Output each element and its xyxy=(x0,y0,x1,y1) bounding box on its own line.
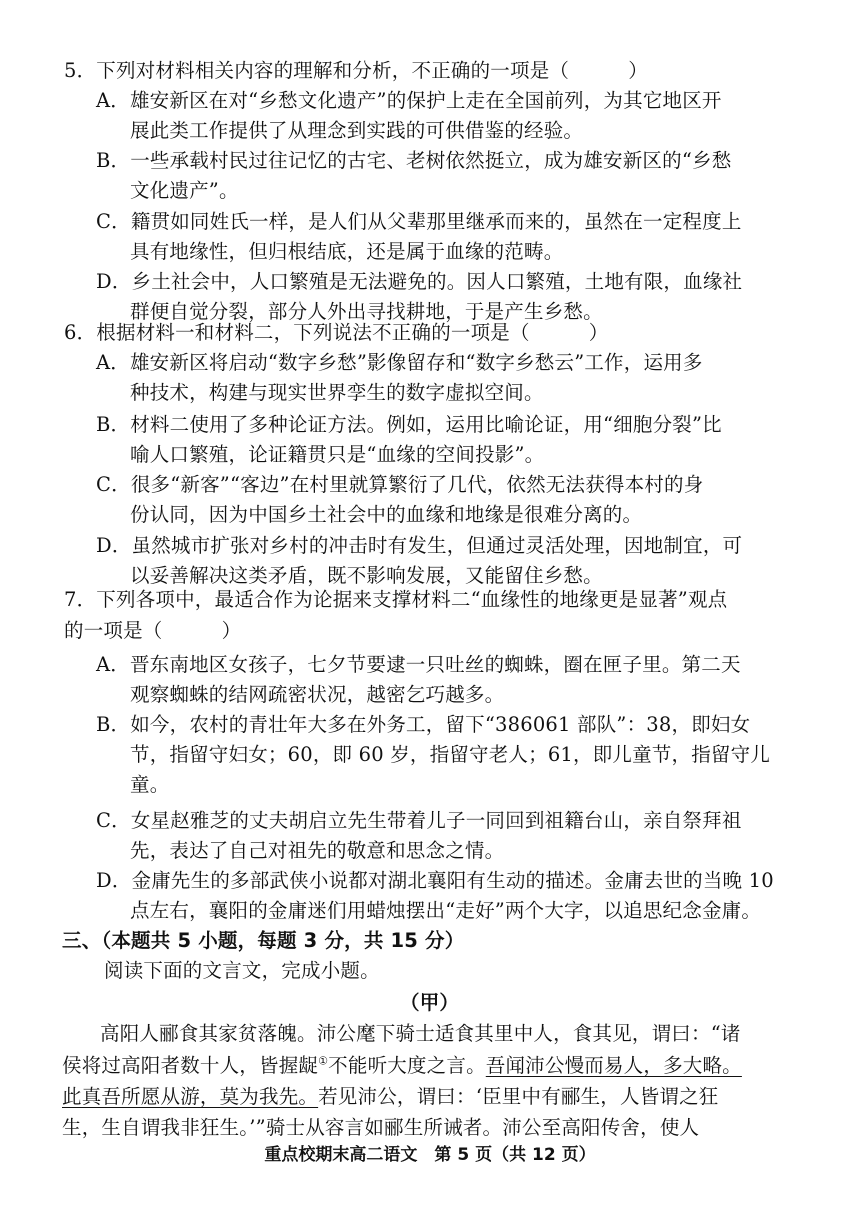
q5-option-d-cont: 群便自觉分裂，部分人外出寻找耕地，于是产生乡愁。 xyxy=(130,300,603,323)
q5-option-d: D．乡土社会中，人口繁殖是无法避免的。因人口繁殖，土地有限，血缘社 xyxy=(96,270,743,293)
q6-option-d: D．虽然城市扩张对乡村的冲击时有发生，但通过灵活处理，因地制宜，可 xyxy=(96,534,743,557)
underlined-sentence-1: 吾闻沛公慢而易人，多大略。 xyxy=(485,1054,742,1077)
q5-option-c: C．籍贯如同姓氏一样，是人们从父辈那里继承而来的，虽然在一定程度上 xyxy=(96,210,742,233)
q5-option-a-cont: 展此类工作提供了从理念到实践的可供借鉴的经验。 xyxy=(130,119,584,142)
passage-line-3-b: 若见沛公，谓曰：‘臣里中有郦生，人皆谓之狂 xyxy=(318,1085,719,1108)
q7-stem-cont: 的一项是（ ） xyxy=(64,619,242,642)
q6-option-b-cont: 喻人口繁殖，论证籍贯只是“血缘的空间投影”。 xyxy=(130,443,545,466)
q5-stem: 5．下列对材料相关内容的理解和分析，不正确的一项是（ ） xyxy=(64,59,648,82)
footnote-marker: ① xyxy=(318,1054,329,1068)
q6-option-c-cont: 份认同，因为中国乡土社会中的血缘和地缘是很难分离的。 xyxy=(130,503,643,526)
passage-line-2-a: 侯将过高阳者数十人，皆握龊 xyxy=(62,1054,319,1077)
q5-option-b-cont: 文化遗产”。 xyxy=(130,179,239,202)
q6-stem: 6．根据材料一和材料二，下列说法不正确的一项是（ ） xyxy=(64,321,609,344)
passage-line-2 xyxy=(62,1051,742,1081)
passage-line-1: 高阳人郦食其家贫落魄。沛公麾下骑士适食其里中人，食其见，谓曰：“诸 xyxy=(100,1022,741,1045)
underlined-sentence-2: 此真吾所愿从游，莫为我先。 xyxy=(62,1085,319,1108)
passage-line-3 xyxy=(62,1082,719,1112)
q7-option-a-cont: 观察蜘蛛的结网疏密状况，越密乞巧越多。 xyxy=(130,683,505,706)
q7-stem: 7．下列各项中，最适合作为论据来支撑材料二“血缘性的地缘更是显著”观点 xyxy=(64,588,728,611)
q7-option-d-cont: 点左右，襄阳的金庸迷们用蜡烛摆出“走好”两个大字，以追思纪念金庸。 xyxy=(130,899,762,922)
q7-option-a: A．晋东南地区女孩子，七夕节要逮一只吐丝的蜘蛛，圈在匣子里。第二天 xyxy=(96,653,741,676)
q6-option-a-cont: 种技术，构建与现实世界孪生的数字虚拟空间。 xyxy=(130,381,544,404)
q6-option-d-cont: 以妥善解决这类矛盾，既不影响发展，又能留住乡愁。 xyxy=(130,564,603,587)
q7-option-b: B．如今，农村的青壮年大多在外务工，留下“386061 部队”：38，即妇女 xyxy=(96,713,751,736)
q5-option-b: B．一些承载村民过往记忆的古宅、老树依然挺立，成为雄安新区的“乡愁 xyxy=(96,149,732,172)
q6-option-c: C．很多“新客”“客边”在村里就算繁衍了几代，依然无法获得本村的身 xyxy=(96,473,704,496)
q7-option-c: C．女星赵雅芝的丈夫胡启立先生带着儿子一同回到祖籍台山，亲自祭拜祖 xyxy=(96,809,742,832)
q5-option-a: A．雄安新区在对“乡愁文化遗产”的保护上走在全国前列，为其它地区开 xyxy=(96,89,722,112)
passage-line-4: 生，生自谓我非狂生。’”骑士从容言如郦生所诫者。沛公至高阳传舍，使人 xyxy=(62,1116,700,1139)
q6-option-b: B．材料二使用了多种论证方法。例如，运用比喻论证，用“细胞分裂”比 xyxy=(96,413,722,436)
q7-option-b-cont: 节，指留守妇女；60，即 60 岁，指留守老人；61，即儿童节，指留守儿 xyxy=(130,743,771,766)
q7-option-d: D．金庸先生的多部武侠小说都对湖北襄阳有生动的描述。金庸去世的当晚 10 xyxy=(96,869,774,892)
section-instruction: 阅读下面的文言文，完成小题。 xyxy=(104,959,380,982)
passage-line-2-b: 不能听大度之言。 xyxy=(328,1054,486,1077)
section-heading: 三、（本题共 5 小题，每题 3 分，共 15 分） xyxy=(62,929,465,952)
q7-option-c-cont: 先，表达了自己对祖先的敬意和思念之情。 xyxy=(130,839,505,862)
passage-title: （甲） xyxy=(400,991,460,1014)
page-footer: 重点校期末高二语文 第 5 页（共 12 页） xyxy=(264,1145,596,1165)
q6-option-a: A．雄安新区将启动“数字乡愁”影像留存和“数字乡愁云”工作，运用多 xyxy=(96,351,703,374)
q7-option-b-cont2: 童。 xyxy=(130,773,170,796)
q5-option-c-cont: 具有地缘性，但归根结底，还是属于血缘的范畴。 xyxy=(130,240,564,263)
